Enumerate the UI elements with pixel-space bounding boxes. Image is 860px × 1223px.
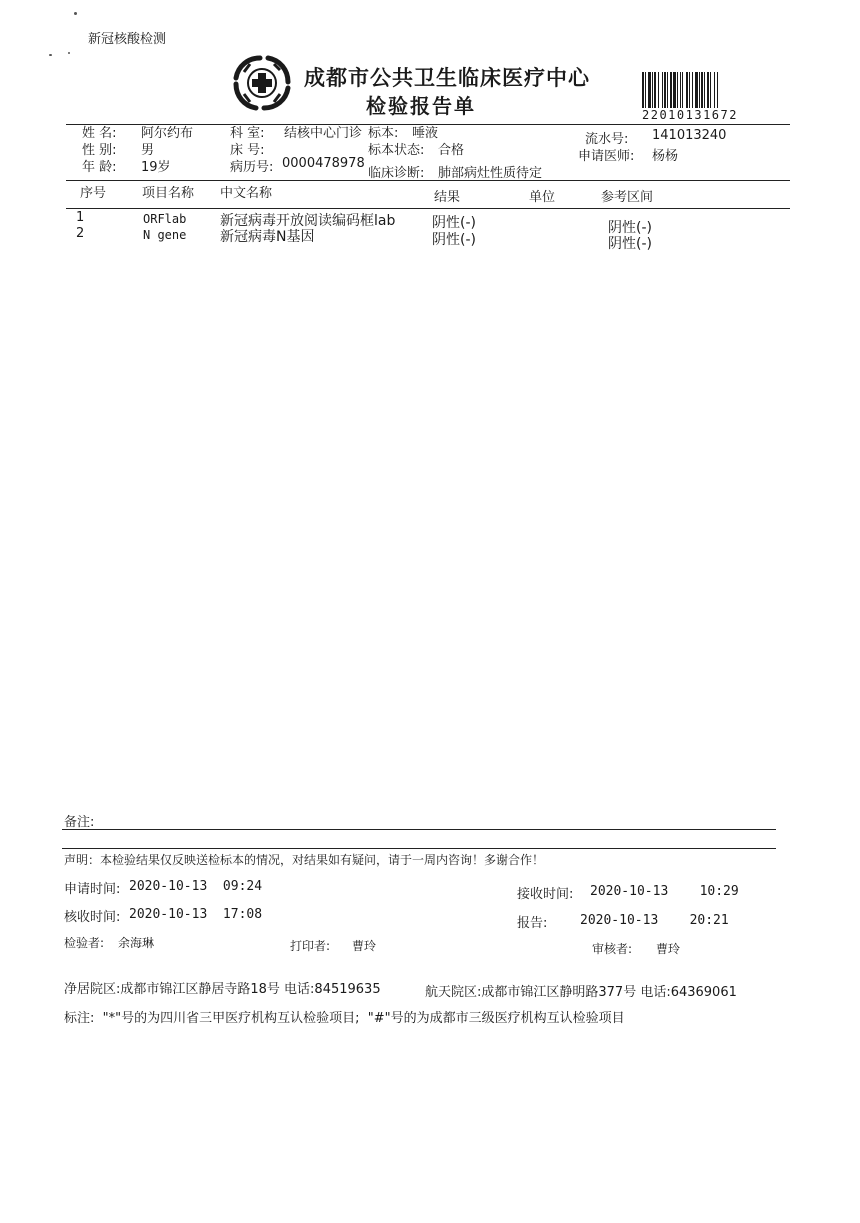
receive-time: 2020-10-13 10:29 <box>590 884 739 899</box>
patient-dept: 结核中心门诊 <box>284 126 363 141</box>
patient-record: 0000478978 <box>282 156 365 171</box>
barcode-bar <box>658 72 659 108</box>
row-ref: 阴性(-) <box>608 220 652 236</box>
reviewer-label: 审核者: <box>592 942 633 956</box>
barcode-bar <box>680 72 681 108</box>
barcode-bar <box>677 72 678 108</box>
hospital-logo <box>230 52 294 114</box>
table-top-rule <box>66 180 790 181</box>
barcode-bar <box>648 72 651 108</box>
barcode-bar <box>699 72 700 108</box>
barcode-bar <box>704 72 705 108</box>
patient-sex: 男 <box>141 143 155 158</box>
mutual-recognition-note: 标注: "*"号的为四川省三甲医疗机构互认检验项目; "#"号的为成都市三级医疗机构互认检验项目 <box>64 1011 625 1026</box>
row-cn-name: 新冠病毒开放阅读编码框lab <box>220 213 396 229</box>
row-cn-name: 新冠病毒N基因 <box>220 229 315 245</box>
barcode-bar <box>645 72 646 108</box>
row-ref: 阴性(-) <box>608 236 652 252</box>
barcode-bar <box>673 72 676 108</box>
record-label: 病历号: <box>230 160 274 175</box>
barcode-number: 22010131672 <box>642 108 738 122</box>
header-ref: 参考区间 <box>601 190 654 205</box>
serial-number: 141013240 <box>652 128 727 143</box>
header-result: 结果 <box>434 190 461 205</box>
row-result: 阴性(-) <box>432 215 476 231</box>
barcode-bar <box>701 72 703 108</box>
reviewer-name: 曹玲 <box>656 942 681 956</box>
scan-speck <box>74 12 77 15</box>
patient-name: 阿尔约布 <box>141 126 194 141</box>
table-header-rule <box>66 208 790 209</box>
header-cn-name: 中文名称 <box>220 186 273 201</box>
row-no: 1 <box>76 210 85 225</box>
printer-name: 曹玲 <box>352 939 377 953</box>
statement: 声明：本检验结果仅反映送检标本的情况，对结果如有疑问，请于一周内咨询！多谢合作！ <box>64 853 545 867</box>
tester-name: 余海琳 <box>118 936 155 950</box>
tester-label: 检验者: <box>64 936 105 950</box>
statement-rule <box>62 848 776 849</box>
row-result: 阴性(-) <box>432 232 476 248</box>
barcode-bar <box>692 72 693 108</box>
campus-hangtian: 航天院区:成都市锦江区静明路377号 电话:64369061 <box>425 985 737 1000</box>
diagnosis-label: 临床诊断: <box>368 166 425 181</box>
remark-rule <box>62 829 776 830</box>
row-no: 2 <box>76 226 85 241</box>
header-unit: 单位 <box>529 190 556 205</box>
patient-age: 19岁 <box>141 160 171 175</box>
specimen-label: 标本: <box>368 126 399 141</box>
header-item-name: 项目名称 <box>142 186 195 201</box>
hospital-name: 成都市公共卫生临床医疗中心 <box>304 65 590 90</box>
barcode-bar <box>670 72 672 108</box>
header-no: 序号 <box>80 186 107 201</box>
specimen-status-label: 标本状态: <box>368 143 425 158</box>
barcode-bar <box>710 72 711 108</box>
hospital-logo-icon <box>230 52 294 114</box>
receive-time-label: 接收时间: <box>517 887 574 902</box>
check-time: 2020-10-13 17:08 <box>129 907 263 922</box>
barcode-bar <box>717 72 718 108</box>
row-item: N gene <box>143 228 187 242</box>
requesting-doctor: 杨杨 <box>652 149 679 164</box>
barcode-bar <box>652 72 653 108</box>
row-item: ORFlab <box>143 212 187 226</box>
barcode-bar <box>707 72 709 108</box>
barcode-bar <box>714 72 715 108</box>
campus-jingju: 净居院区:成都市锦江区静居寺路18号 电话:84519635 <box>64 982 381 997</box>
barcode-bar <box>695 72 698 108</box>
printer-label: 打印者: <box>290 939 331 953</box>
name-label: 姓 名: <box>82 126 117 141</box>
report-time: 2020-10-13 20:21 <box>580 913 729 928</box>
age-label: 年 龄: <box>82 160 117 175</box>
barcode-bar <box>686 72 688 108</box>
barcode-bar <box>664 72 666 108</box>
report-title: 检验报告单 <box>366 94 476 118</box>
specimen-status: 合格 <box>438 143 465 158</box>
bed-label: 床 号: <box>230 143 265 158</box>
barcode-bar <box>689 72 690 108</box>
apply-time-label: 申请时间: <box>64 882 121 897</box>
sex-label: 性 别: <box>82 143 117 158</box>
barcode-bar <box>642 72 644 108</box>
report-time-label: 报告: <box>517 916 548 931</box>
apply-time: 2020-10-13 09:24 <box>129 879 263 894</box>
top-label: 新冠核酸检测 <box>88 32 167 47</box>
barcode-graphic <box>642 72 766 108</box>
scan-speck <box>49 54 52 56</box>
barcode-bar <box>667 72 668 108</box>
barcode <box>642 72 766 108</box>
scan-speck <box>68 52 70 54</box>
barcode-bar <box>682 72 683 108</box>
serial-label: 流水号: <box>585 132 629 147</box>
barcode-bar <box>654 72 656 108</box>
remark-label: 备注: <box>64 815 95 830</box>
check-time-label: 核收时间: <box>64 910 121 925</box>
patient-diagnosis: 肺部病灶性质待定 <box>438 166 543 181</box>
doctor-label: 申请医师: <box>578 149 635 164</box>
dept-label: 科 室: <box>230 126 265 141</box>
barcode-bar <box>662 72 663 108</box>
patient-specimen: 唾液 <box>412 126 439 141</box>
